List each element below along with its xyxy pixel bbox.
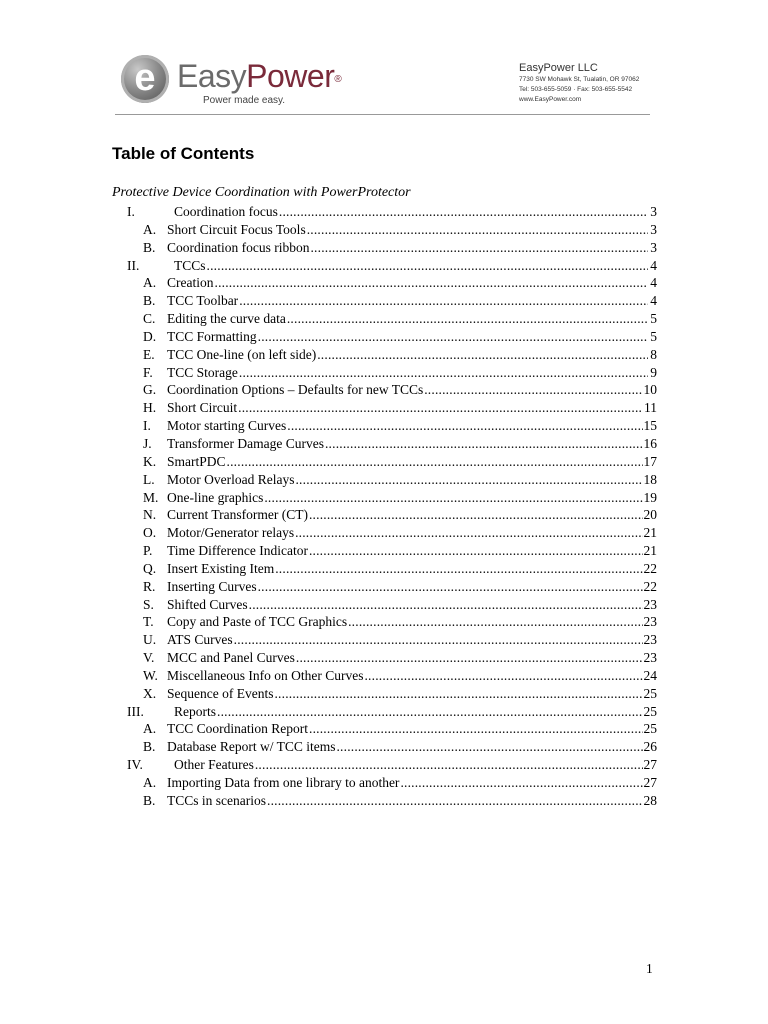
toc-entry-title: Motor Overload Relays	[167, 471, 295, 487]
toc-entry[interactable]	[112, 596, 657, 614]
toc-entry-page: 3	[650, 239, 657, 255]
toc-entry-number: N.	[143, 507, 157, 523]
toc-entry-page: 9	[650, 364, 657, 380]
toc-entry-title: TCC Toolbar	[167, 293, 239, 309]
toc-entry-page: 23	[643, 632, 657, 648]
toc-entry-number: E.	[143, 346, 155, 362]
toc-dot-leader	[317, 346, 648, 364]
toc-entry-number: IV.	[127, 757, 143, 773]
company-phone: Tel: 503-655-5059 · Fax: 503-655-5542	[519, 86, 633, 93]
toc-dot-leader	[275, 560, 642, 578]
toc-entry-title: TCC One-line (on left side)	[167, 346, 317, 362]
toc-dot-leader	[249, 596, 643, 614]
toc-entry-number: B.	[143, 739, 156, 755]
toc-entry-page: 23	[643, 614, 657, 630]
toc-entry-title: Shifted Curves	[167, 596, 248, 612]
toc-entry-number: G.	[143, 382, 157, 398]
toc-entry-title: TCC Formatting	[167, 328, 257, 344]
toc-entry[interactable]	[112, 649, 657, 667]
toc-entry-title: Coordination focus	[174, 204, 278, 219]
toc-entry[interactable]	[112, 756, 657, 774]
toc-entry-number: M.	[143, 489, 159, 505]
toc-dot-leader	[258, 328, 648, 346]
toc-entry-page: 5	[650, 328, 657, 344]
toc-entry-title: Creation	[167, 275, 214, 291]
toc-entry-page: 27	[643, 775, 657, 790]
toc-entry-title: Short Circuit Focus Tools	[167, 221, 306, 237]
toc-entry-number: III.	[127, 703, 144, 719]
toc-dot-leader	[295, 524, 642, 542]
toc-entry[interactable]	[112, 631, 657, 649]
toc-entry-page: 21	[643, 525, 657, 541]
toc-entry-title: Copy and Paste of TCC Graphics	[167, 614, 348, 630]
toc-entry-title: Editing the curve data	[167, 311, 286, 327]
toc-entry[interactable]	[112, 774, 657, 792]
toc-dot-leader	[310, 239, 648, 257]
toc-entry-title: Database Report w/ TCC items	[167, 739, 336, 755]
page-number: 1	[646, 961, 653, 976]
easypower-logo	[121, 55, 351, 111]
toc-entry-title: Other Features	[174, 757, 254, 773]
toc-entry[interactable]	[112, 703, 657, 721]
toc-entry[interactable]	[112, 720, 657, 738]
toc-entry-title: Time Difference Indicator	[167, 543, 308, 559]
toc-dot-leader	[307, 221, 648, 239]
toc-entry-number: A.	[143, 775, 157, 790]
toc-dot-leader	[364, 667, 642, 685]
toc-entry-page: 4	[650, 257, 657, 273]
toc-entry-page: 25	[643, 685, 657, 701]
toc-entry[interactable]	[112, 542, 657, 560]
toc-entry-page: 25	[643, 721, 657, 737]
toc-entry-page: 5	[650, 311, 657, 327]
toc-entry-number: II.	[127, 257, 140, 273]
toc-entry-number: L.	[143, 471, 155, 487]
toc-dot-leader	[274, 685, 642, 703]
toc-entry[interactable]	[112, 274, 657, 292]
toc-entry[interactable]	[112, 203, 657, 221]
toc-entry-page: 3	[650, 204, 657, 219]
toc-entry[interactable]	[112, 239, 657, 257]
toc-entry-number: X.	[143, 685, 157, 701]
toc-entry-number: U.	[143, 632, 157, 648]
toc-entry-title: Importing Data from one library to another	[167, 775, 400, 790]
company-info	[519, 62, 639, 105]
toc-entry[interactable]	[112, 399, 657, 417]
toc-entry[interactable]	[112, 560, 657, 578]
toc-entry[interactable]	[112, 453, 657, 471]
toc-entry-number: T.	[143, 614, 154, 630]
toc-entry-title: Motor starting Curves	[167, 418, 287, 434]
toc-entry-page: 23	[643, 596, 657, 612]
toc-entry[interactable]	[112, 489, 657, 507]
document-title: Table of Contents	[112, 144, 255, 163]
toc-entry[interactable]	[112, 221, 657, 239]
toc-entry-page: 26	[643, 739, 657, 755]
toc-entry-number: R.	[143, 578, 156, 594]
toc-entry-number: Q.	[143, 560, 157, 576]
toc-entry-number: H.	[143, 400, 157, 416]
toc-entry-title: Coordination focus ribbon	[167, 239, 310, 255]
logo-wordmark: EasyPower®	[177, 58, 342, 94]
toc-dot-leader	[309, 720, 643, 738]
toc-entry-page: 25	[643, 703, 657, 719]
toc-entry-number: B.	[143, 293, 156, 309]
toc-dot-leader	[309, 506, 643, 524]
toc-dot-leader	[295, 471, 642, 489]
toc-entry-title: ATS Curves	[167, 632, 233, 648]
company-website: www.EasyPower.com	[519, 96, 582, 103]
toc-entry-page: 11	[644, 400, 657, 416]
toc-entry-page: 3	[650, 221, 657, 237]
toc-dot-leader	[264, 489, 642, 507]
toc-entry[interactable]	[112, 292, 657, 310]
company-name: EasyPower LLC	[519, 62, 598, 74]
table-of-contents	[112, 203, 657, 810]
toc-entry-number: B.	[143, 792, 156, 808]
section-title: Protective Device Coordination with PowerProtector	[112, 185, 411, 200]
toc-entry[interactable]	[112, 667, 657, 685]
toc-entry-page: 28	[643, 792, 657, 808]
toc-dot-leader	[287, 310, 648, 328]
toc-dot-leader	[309, 542, 643, 560]
toc-entry[interactable]	[112, 328, 657, 346]
toc-dot-leader	[238, 399, 643, 417]
toc-dot-leader	[207, 257, 648, 275]
toc-entry-number: I.	[143, 418, 151, 434]
toc-entry-page: 15	[643, 418, 657, 434]
toc-entry-page: 24	[643, 667, 657, 683]
toc-entry-page: 17	[643, 453, 657, 469]
toc-entry-number: I.	[127, 204, 135, 219]
toc-entry-title: Insert Existing Item	[167, 560, 275, 576]
toc-entry-title: Current Transformer (CT)	[167, 507, 308, 523]
toc-entry-number: A.	[143, 721, 157, 737]
toc-entry-number: C.	[143, 311, 156, 327]
toc-dot-leader	[239, 292, 648, 310]
toc-dot-leader	[287, 417, 642, 435]
toc-entry-number: A.	[143, 221, 157, 237]
toc-entry-title: Short Circuit	[167, 400, 238, 416]
toc-dot-leader	[227, 453, 643, 471]
toc-dot-leader	[258, 578, 643, 596]
toc-entry-page: 16	[643, 435, 657, 451]
toc-entry-number: J.	[143, 435, 152, 451]
toc-entry[interactable]	[112, 310, 657, 328]
toc-entry[interactable]	[112, 578, 657, 596]
toc-entry-page: 10	[643, 382, 657, 398]
toc-entry[interactable]	[112, 257, 657, 275]
toc-dot-leader	[424, 381, 642, 399]
toc-dot-leader	[215, 274, 649, 292]
toc-entry[interactable]	[112, 524, 657, 542]
toc-entry-number: S.	[143, 596, 154, 612]
toc-entry-title: Miscellaneous Info on Other Curves	[167, 667, 364, 683]
toc-entry[interactable]	[112, 613, 657, 631]
logo-e-badge-icon: e	[121, 55, 169, 103]
toc-entry-page: 4	[650, 275, 657, 291]
toc-entry-title: Sequence of Events	[167, 685, 274, 701]
toc-entry-number: B.	[143, 239, 156, 255]
toc-entry-number: P.	[143, 543, 153, 559]
header-divider	[115, 114, 650, 115]
toc-entry-title: Coordination Options – Defaults for new TCCs	[167, 382, 424, 398]
toc-dot-leader	[279, 203, 648, 221]
toc-entry-page: 27	[643, 757, 657, 773]
toc-entry-title: TCCs in scenarios	[167, 792, 266, 808]
toc-entry[interactable]	[112, 471, 657, 489]
company-address: 7730 SW Mohawk St, Tualatin, OR 97062	[519, 76, 640, 83]
toc-entry-page: 18	[643, 471, 657, 487]
toc-entry-title: Motor/Generator relays	[167, 525, 295, 541]
logo-tagline: Power made easy.	[203, 95, 286, 106]
toc-dot-leader	[267, 792, 643, 810]
toc-dot-leader	[348, 613, 642, 631]
toc-entry-number: W.	[143, 667, 158, 683]
toc-entry-page: 22	[643, 578, 657, 594]
toc-entry[interactable]	[112, 346, 657, 364]
toc-entry-title: Transformer Damage Curves	[167, 435, 324, 451]
toc-dot-leader	[255, 756, 643, 774]
toc-dot-leader	[336, 738, 642, 756]
toc-entry-title: MCC and Panel Curves	[167, 650, 295, 666]
toc-entry[interactable]	[112, 364, 657, 382]
toc-entry-title: One-line graphics	[167, 489, 264, 505]
toc-entry[interactable]	[112, 435, 657, 453]
toc-entry[interactable]	[112, 738, 657, 756]
toc-entry[interactable]	[112, 792, 657, 810]
toc-entry-number: K.	[143, 453, 157, 469]
toc-dot-leader	[400, 774, 642, 792]
toc-entry-page: 8	[650, 346, 657, 362]
toc-entry-page: 21	[643, 543, 657, 559]
toc-entry[interactable]	[112, 685, 657, 703]
toc-entry[interactable]	[112, 506, 657, 524]
toc-entry-title: TCC Storage	[167, 364, 238, 380]
toc-entry-page: 19	[643, 489, 657, 505]
toc-entry-page: 22	[643, 560, 657, 576]
toc-entry[interactable]	[112, 381, 657, 399]
toc-entry-title: SmartPDC	[167, 453, 226, 469]
toc-dot-leader	[325, 435, 643, 453]
toc-entry-title: TCCs	[174, 257, 206, 273]
toc-entry-title: Reports	[174, 703, 216, 719]
toc-entry[interactable]	[112, 417, 657, 435]
toc-entry-page: 4	[650, 293, 657, 309]
toc-dot-leader	[239, 364, 648, 382]
toc-entry-number: V.	[143, 650, 155, 666]
toc-entry-number: A.	[143, 275, 157, 291]
toc-dot-leader	[234, 631, 643, 649]
toc-entry-number: O.	[143, 525, 157, 541]
toc-dot-leader	[217, 703, 643, 721]
toc-entry-page: 23	[643, 650, 657, 666]
toc-entry-number: F.	[143, 364, 153, 380]
toc-entry-title: Inserting Curves	[167, 578, 257, 594]
toc-dot-leader	[296, 649, 643, 667]
toc-entry-number: D.	[143, 328, 157, 344]
toc-entry-page: 20	[643, 507, 657, 523]
toc-entry-title: TCC Coordination Report	[167, 721, 308, 737]
